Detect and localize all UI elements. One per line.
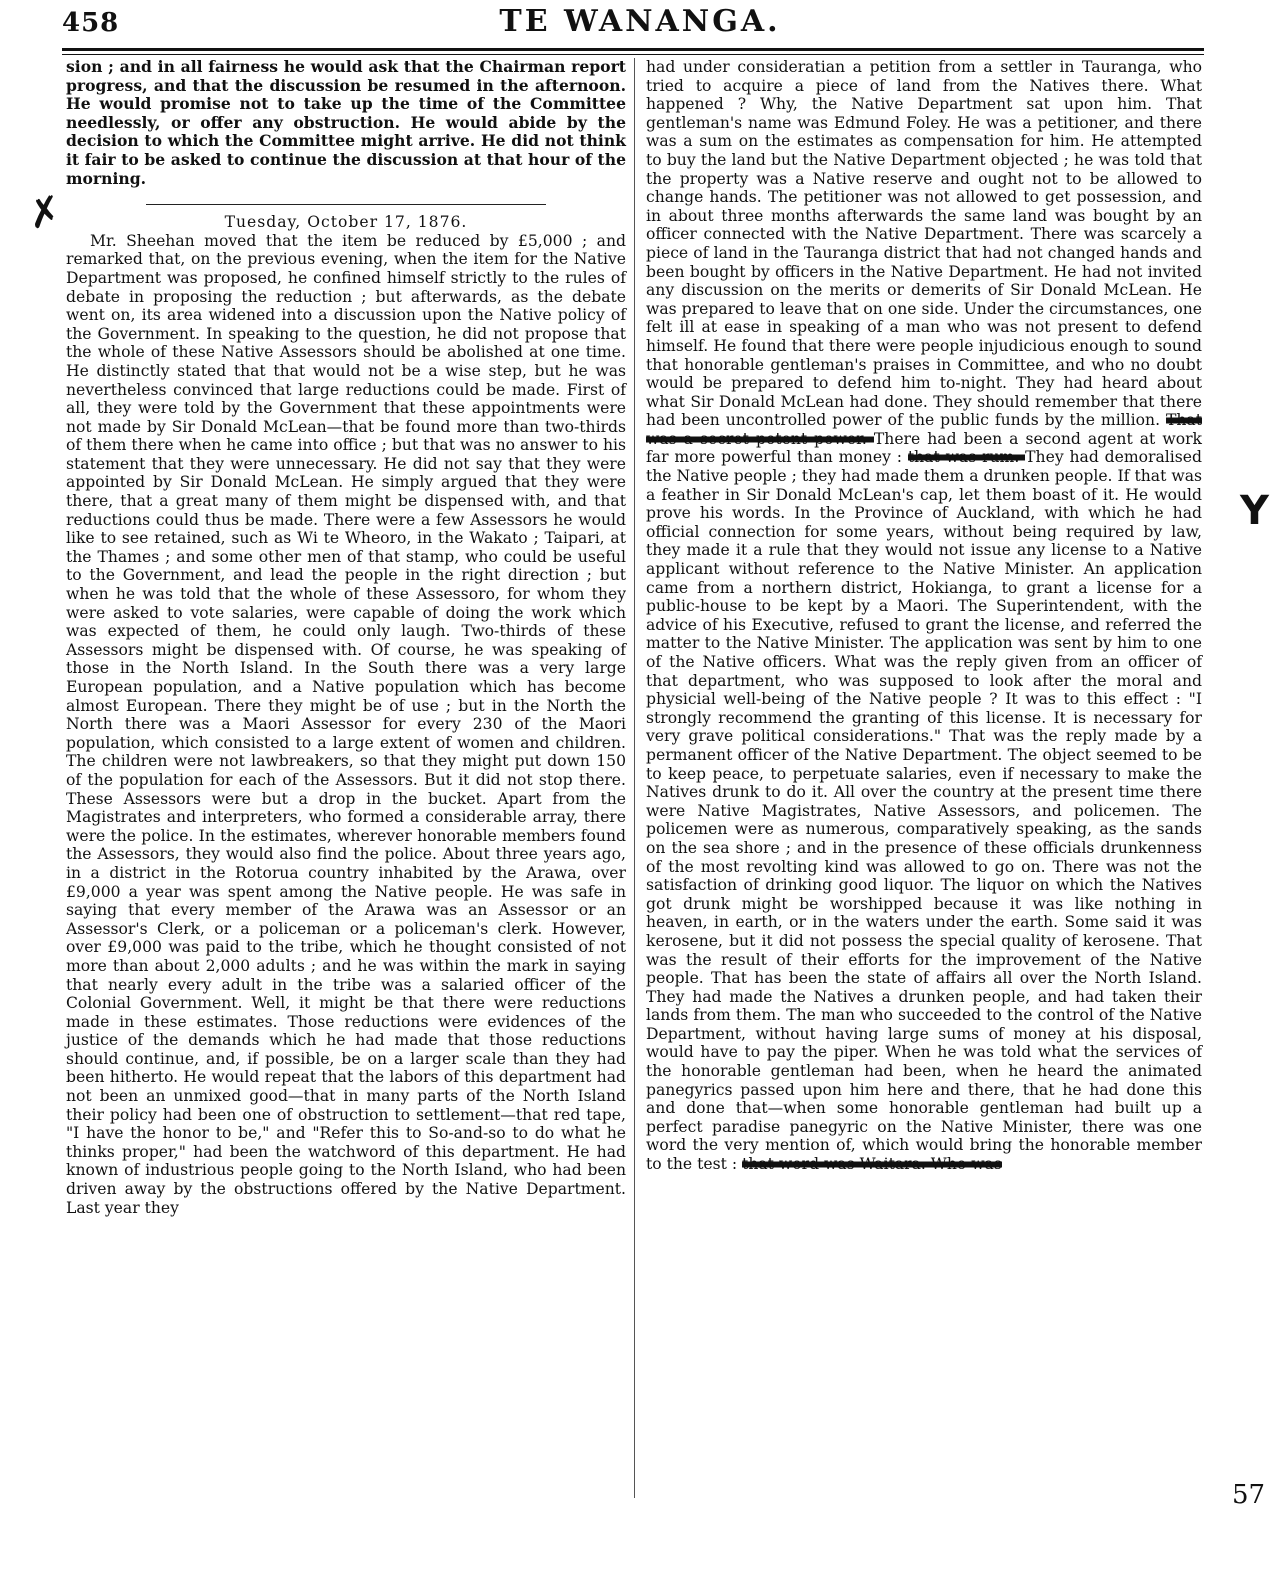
speech-part-1: had under consideratian a petition from a settler in Tauranga, who tried to acquire a piece of land from the Natives there. What happened ? Why, the Native Department sat upon him. That gentleman's name was Edmund Foley. He was a petitioner, and there was a sum on the estimates as compensation for him. He attempted to buy the land but the Native Department objected ; he was told that the property was a Native reserve and ought not to be allowed to change hands. The petitioner was not allowed to get possession, and in about three months afterwards the same land was bought by an officer connected with the Native Department. There was scarcely a piece of land in the Tauranga district that had not changed hands and been bought by officers in the Native Department. He had not invited any discussion on the merits or demerits of Sir Donald McLean. He was prepared to leave that on one side. Under the circumstances, one felt ill at ease in speaking of a man who was not present to defend himself. He found that there were people injudicious enough to sound that honorable gentleman's praises in Committee, and who no doubt would be prepared to defend him to-night. They had heard about what Sir Donald McLean had done. They should remember that there had been uncontrolled power of the public funds by the million. xyxy=(646,58,1202,430)
struck-phrase-2: that was rum. xyxy=(907,448,1026,467)
page-number: 458 xyxy=(62,8,120,38)
header-rule-thin xyxy=(62,54,1204,55)
struck-phrase-1: That was a secret potent power. xyxy=(646,411,1202,448)
date-heading: Tuesday, October 17, 1876. xyxy=(224,213,468,232)
header-rule xyxy=(62,48,1204,51)
handwritten-folio: 57 xyxy=(1232,1480,1266,1510)
margin-cross-mark: ✗ xyxy=(23,187,66,239)
section-separator xyxy=(146,204,546,205)
newspaper-title: TE WANANGA. xyxy=(499,4,781,39)
right-column xyxy=(646,58,1202,1174)
right-paragraph xyxy=(646,58,1202,1174)
margin-y-mark: Y xyxy=(1240,488,1269,534)
left-column xyxy=(66,58,626,1217)
struck-phrase-3: that word was Waitara. Who was xyxy=(742,1155,1002,1174)
sheehan-speech: Mr. Sheehan moved that the item be reduced by £5,000 ; and remarked that, on the previous evening, when the item for the Native Department was proposed, he confined himself strictly to the rules of debate in proposing the reduction ; but afterwards, as the debate went on, its area widened into a discussion upon the Native policy of the Government. In speaking to the question, he did not propose that the whole of these Native Assessors should be abolished at one time. He distinctly stated that that would not be a wise step, but he was nevertheless convinced that large reductions could be made. First of all, they were told by the Government that these appointments were not made by Sir Donald McLean—that be found more than two-thirds of them there when he came into office ; but that was no answer to his statement that they were unnecessary. He did not say that they were appointed by Sir Donald McLean. He simply argued that they were there, that a great many of them might be dispensed with, and that reductions could thus be made. There were a few Assessors he would like to see retained, such as Wi te Wheoro, in the Wakato ; Taipari, at the Thames ; and some other men of that stamp, who could be useful to the Government, and lead the people in the right direction ; but when he was told that the whole of these Assessoro, for whom they were asked to vote salaries, were capable of doing the work which was expected of them, he could only laugh. Two-thirds of these Assessors might be dispensed with. Of course, he was speaking of those in the North Island. In the South there was a very large European population, and a Native population which has become almost European. There they might be of use ; but in the North the North there was a Maori Assessor for every 230 of the Maori population, which consisted to a large extent of women and children. The children were not lawbreakers, so that they might put down 150 of the population for each of the Assessors. But it did not stop there. These Assessors were but a drop in the bucket. Apart from the Magistrates and interpreters, who formed a considerable array, there were the police. In the estimates, wherever honorable members found the Assessors, they would also find the police. About three years ago, in a district in the Rotorua country inhabited by the Arawa, over £9,000 a year was spent among the Native people. He was safe in saying that every member of the Arawa was an Assessor or an Assessor's Clerk, or a policeman or a policeman's clerk. However, over £9,000 was paid to the tribe, which he thought consisted of not more than about 2,000 adults ; and he was within the mark in saying that nearly every adult in the tribe was a salaried officer of the Colonial Government. Well, it might be that there were reductions made in these estimates. Those reductions were evidences of the justice of the demands which he had made that those reductions should continue, and, if possible, be on a larger scale than they had been hitherto. He would repeat that the labors of this department had not been an unmixed good—that in many parts of the North Island their policy had been one of obstruction to settlement—that red tape, "I have the honor to be," and "Refer this to So-and-so to do what he thinks proper," had been the watchword of this department. He had known of industrious people going to the North Island, who had been driven away by the obstructions offered by the Native Department. Last year they xyxy=(66,231,626,1217)
column-divider xyxy=(634,58,635,1498)
continuation-paragraph: sion ; and in all fairness he would ask that the Chairman report progress, and that the discussion be resumed in the afternoon. He would promise not to take up the time of the Committee needlessly, or offer any obstruction. He would abide by the decision to which the Committee might arrive. He did not think it fair to be asked to continue the discussion at that hour of the morning. xyxy=(66,57,626,188)
speech-part-2: There had been a second agent at work far more powerful than money : xyxy=(646,429,1202,467)
speech-part-3: They had demoralised the Native people ; they had made them a drunken people. If that was a feather in Sir Donald McLean's cap, let them boast of it. He would prove his words. In the Province of Auckland, with which he had official connection for some years, without being required by law, they made it a rule that they would not issue any license to a Native applicant without reference to the Native Minister. An application came from a northern district, Hokianga, to grant a license for a public-house to be kept by a Maori. The Superintendent, with the advice of his Executive, refused to grant the license, and referred the matter to the Native Minister. The application was sent by him to one of the Native officers. What was the reply given from an officer of that department, who was supposed to look after the moral and physicial well-being of the Native people ? It was to this effect : "I strongly recommend the granting of this license. It is necessary for very grave political considerations." That was the reply made by a permanent officer of the Native Department. The object seemed to be to keep peace, to perpetuate salaries, even if necessary to make the Natives drunk to do it. All over the country at the present time there were Native Magistrates, Native Assessors, and policemen. The policemen were as numerous, comparatively speaking, as the sands on the sea shore ; and in the presence of these officials drunkenness of the most revolting kind was allowed to go on. There was not the satisfaction of drinking good liquor. The liquor on which the Natives got drunk might be worshipped because it was like nothing in heaven, in earth, or in the waters under the earth. Some said it was kerosene, but it did not possess the special quality of kerosene. That was the result of their efforts for the improvement of the Native people. That has been the state of affairs all over the North Island. They had made the Natives a drunken people, and had taken their lands from them. The man who succeeded to the control of the Native Department, without having large sums of money at his disposal, would have to pay the piper. When he was told what the services of the honorable gentleman had been, when he heard the animated panegyrics passed upon him here and there, that he had done this and done that—when some honorable gentleman had built up a perfect paradise panegyric on the Native Minister, there was one word the very mention of, which would bring the honorable member to the test : xyxy=(646,448,1202,1174)
